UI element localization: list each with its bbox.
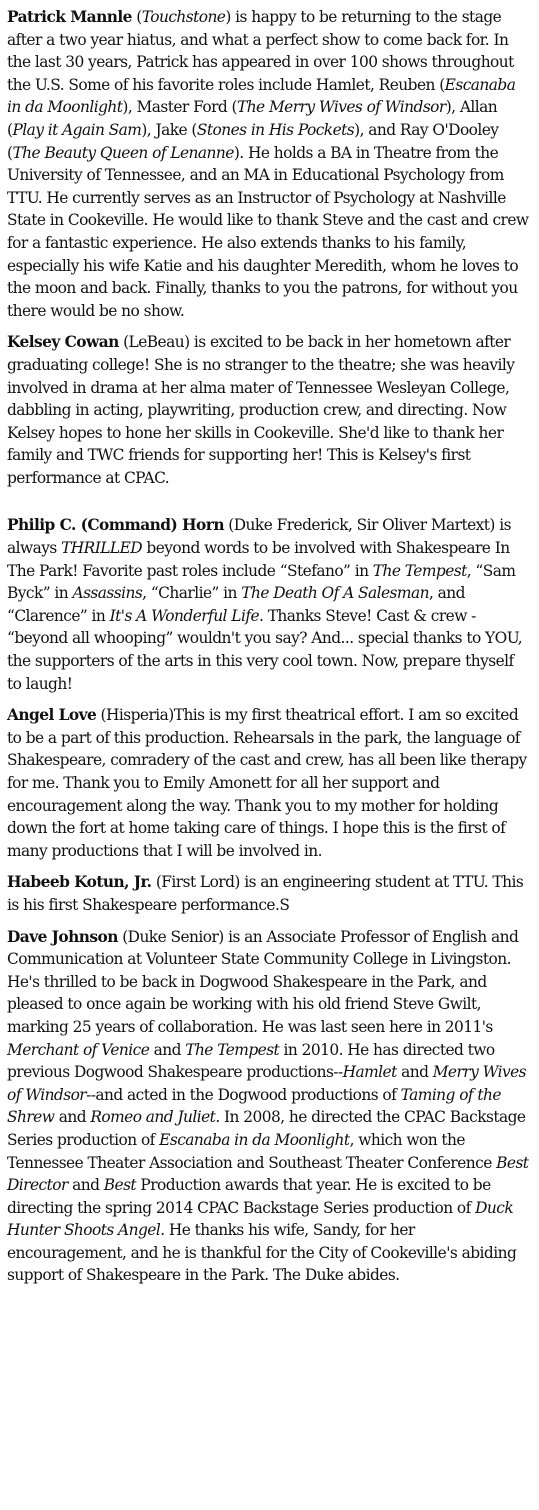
bio-kelsey-cowan: [7, 331, 532, 489]
bio-text: ) is happy to be returning to the stage after a two year hiatus, and what a perfect show to come back for. In the last 30 years, Patrick has appeared in over 100 shows throughout the U.S. Some of his favorite roles include Hamlet, Reuben (: [7, 8, 514, 94]
italic-title: The Merry Wives of Windsor: [236, 98, 446, 117]
bio-text: (First Lord) is an engineering student at TTU. This is his first Shakespeare performance.S: [7, 873, 524, 914]
italic-title: Play it Again Sam: [12, 120, 142, 139]
bio-dave-johnson: [7, 926, 532, 1288]
italic-title: Touchstone: [141, 8, 226, 26]
bio-text: and: [149, 1040, 186, 1059]
bio-text: ), Jake (: [141, 120, 197, 139]
bio-text: . In 2008, he directed the CPAC Backstage Series production of: [7, 1108, 526, 1149]
italic-title: The Tempest: [185, 1040, 280, 1059]
bio-text: --and acted in the Dogwood productions of: [86, 1085, 401, 1104]
bio-name: Kelsey Cowan: [7, 333, 119, 352]
italic-title: Assassins: [72, 584, 143, 603]
italic-title: The Beauty Queen of Lenanne: [12, 143, 234, 162]
italic-title: Romeo and Juliet: [90, 1108, 216, 1127]
bio-patrick-mannle: [7, 6, 532, 322]
bio-habeeb-kotun: [7, 871, 532, 916]
italic-title: Escanaba in da Moonlight: [159, 1130, 350, 1149]
italic-title: Best Director: [7, 1153, 529, 1195]
bio-philip-horn: [7, 514, 532, 695]
italic-title: It's A Wonderful Life: [109, 606, 260, 625]
bio-name: Angel Love: [7, 706, 97, 725]
bio-text: , “Charlie” in: [142, 584, 242, 603]
bio-text: Production awards that year. He is excited to be directing the spring 2014 CPAC Backstage Series production of: [7, 1176, 491, 1217]
bio-name: Philip C. (Command) Horn: [7, 516, 224, 535]
italic-title: The Death Of A Salesman: [241, 584, 429, 603]
bio-text: , and “Clarence” in: [7, 584, 465, 625]
bio-text: beyond words to be involved with Shakespeare In The Park! Favorite past roles include “Stefano” in: [7, 539, 510, 580]
italic-title: Merchant of Venice: [7, 1040, 150, 1059]
bio-text: (: [131, 8, 142, 26]
bio-text: , “Sam Byck” in: [7, 561, 516, 603]
italic-title: Stones in His Pockets: [196, 120, 355, 139]
bio-text: and: [67, 1176, 104, 1195]
bio-text: (Duke Senior) is an Associate Professor of English and Communication at Volunteer State Community College in Livingston. He's thrilled to be back in Dogwood Shakespeare in the Park, and pleased to once again be working with his old friend Steve Gwilt, marking 25 years of collaboration. He was last seen here in 2011's: [7, 927, 519, 1036]
bio-text: (Duke Frederick, Sir Oliver Martext) is always: [7, 516, 511, 558]
bio-text: and: [54, 1108, 91, 1127]
bio-text: ), Allan (: [7, 98, 498, 139]
bio-text: ). He holds a BA in Theatre from the University of Tennessee, and an MA in Educational Psychology from TTU. He currently serves as an Instructor of Psychology at Nashville State in Cookeville. He would like to thank Steve and the cast and crew for a fantastic experience. He also extends thanks to his family, especially his wife Katie and his daughter Meredith, whom he loves to the moon and back. Finally, thanks to you the patrons, for without you there would be no show.: [7, 143, 529, 320]
italic-title: THRILLED: [61, 539, 143, 558]
bio-name: Habeeb Kotun, Jr.: [7, 873, 152, 892]
bio-text: , which won the Tennessee Theater Association and Southeast Theater Conference: [7, 1130, 497, 1172]
bio-text: (Hisperia)This is my first theatrical effort. I am so excited to be a part of this production. Rehearsals in the park, the language of Shakespeare, comradery of the cast and crew, has all been like therapy for me. Thank you to Emily Amonett for all her support and encouragement along the way. Thank you to my mother for holding down the fort at home taking care of things. I hope this is the first of many productions that I will be involved in.: [7, 706, 527, 860]
italic-title: The Tempest: [372, 561, 467, 580]
bio-text: and: [396, 1063, 433, 1082]
italic-title: Hamlet: [342, 1063, 397, 1082]
bio-text: ), Master Ford (: [122, 98, 237, 117]
italic-title: Duck Hunter Shoots Angel: [7, 1198, 514, 1240]
bio-text: in 2010. He has directed two previous Dogwood Shakespeare productions--: [7, 1040, 495, 1082]
italic-title: Taming of the Shrew: [7, 1085, 501, 1127]
bio-text: ), and Ray O'Dooley (: [7, 120, 499, 162]
bio-text: . Thanks Steve! Cast & crew - “beyond all whooping” wouldn't you say? And... special thanks to YOU, the supporters of the arts in this very cool town. Now, prepare thyself to laugh!: [7, 606, 523, 693]
bio-angel-love: [7, 704, 532, 862]
italic-title: Merry Wives of Windsor: [7, 1063, 527, 1104]
italic-title: Best: [103, 1176, 137, 1195]
bio-text: . He thanks his wife, Sandy, for her encouragement, and he is thankful for the City of Cookeville's abiding support of Shakespeare in the Park. The Duke abides.: [7, 1221, 517, 1285]
bio-name: Patrick Mannle: [7, 8, 132, 26]
italic-title: Escanaba in da Moonlight: [7, 75, 516, 117]
bio-name: Dave Johnson: [7, 927, 118, 946]
bio-text: (LeBeau) is excited to be back in her hometown after graduating college! She is no stranger to the theatre; she was heavily involved in drama at her alma mater of Tennessee Wesleyan College, dabbling in acting, playwriting, production crew, and directing. Now Kelsey hopes to hone her skills in Cookeville. She'd like to thank her family and TWC friends for supporting her! This is Kelsey's first performance at CPAC.: [7, 333, 515, 487]
